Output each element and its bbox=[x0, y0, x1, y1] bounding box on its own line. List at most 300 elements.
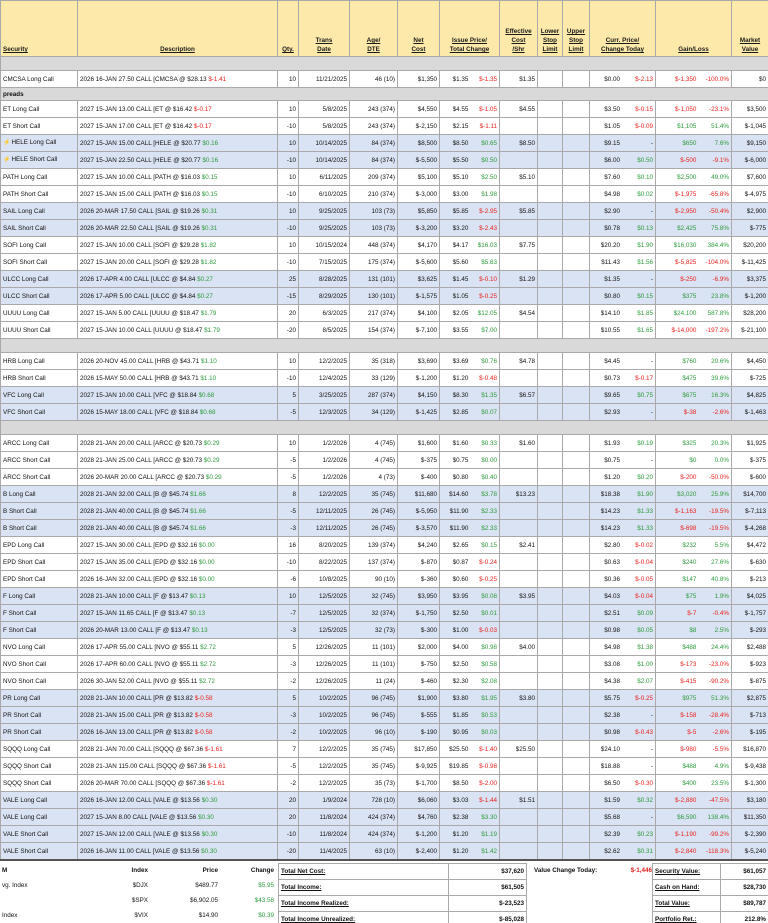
upper-stop-cell[interactable] bbox=[563, 220, 590, 237]
upper-stop-cell[interactable] bbox=[563, 435, 590, 452]
security-name: PATH Long Call bbox=[3, 173, 48, 181]
total-change: $0.07 bbox=[481, 408, 497, 416]
upper-stop-cell[interactable] bbox=[563, 707, 590, 724]
lower-stop-cell[interactable] bbox=[538, 843, 563, 860]
upper-stop-cell[interactable] bbox=[563, 690, 590, 707]
upper-stop-cell[interactable] bbox=[563, 469, 590, 486]
lower-stop-cell[interactable] bbox=[538, 135, 563, 152]
lower-stop-cell[interactable] bbox=[538, 452, 563, 469]
gain-loss-cell bbox=[656, 826, 732, 843]
lower-stop-cell[interactable] bbox=[538, 792, 563, 809]
security-name: B Long Call bbox=[3, 490, 36, 498]
lower-stop-cell[interactable] bbox=[538, 71, 563, 88]
curr-price-cell bbox=[590, 826, 656, 843]
gain-loss-cell bbox=[656, 305, 732, 322]
lower-stop-cell[interactable] bbox=[538, 588, 563, 605]
lower-stop-cell[interactable] bbox=[538, 353, 563, 370]
net-cost-cell: $-5,600 bbox=[398, 254, 440, 271]
position-row[interactable] bbox=[1, 254, 768, 271]
position-row[interactable] bbox=[1, 169, 768, 186]
qty-cell: -2 bbox=[278, 673, 299, 690]
upper-stop-cell[interactable] bbox=[563, 271, 590, 288]
position-row[interactable] bbox=[1, 656, 768, 673]
upper-stop-cell[interactable] bbox=[563, 169, 590, 186]
current-price: $0.98 bbox=[604, 728, 621, 736]
position-row[interactable] bbox=[1, 724, 768, 741]
index-price: $14.90 bbox=[198, 912, 218, 919]
upper-stop-cell[interactable] bbox=[563, 724, 590, 741]
effective-cost-cell bbox=[500, 520, 538, 537]
group-separator bbox=[1, 339, 768, 353]
security-cell bbox=[1, 588, 78, 605]
upper-stop-cell[interactable] bbox=[563, 135, 590, 152]
lower-stop-cell[interactable] bbox=[538, 537, 563, 554]
upper-stop-cell[interactable] bbox=[563, 152, 590, 169]
description-cell bbox=[78, 186, 278, 203]
underlying-change: $-0.58 bbox=[194, 728, 213, 736]
lower-stop-cell[interactable] bbox=[538, 288, 563, 305]
upper-stop-cell[interactable] bbox=[563, 826, 590, 843]
option-description: 2026 20-MAR 17.50 CALL [SAIL @ $19.26 bbox=[80, 207, 200, 215]
position-row[interactable] bbox=[1, 809, 768, 826]
position-row[interactable] bbox=[1, 387, 768, 404]
total-change: $2.50 bbox=[481, 173, 497, 181]
age-dte-cell: 137 (374) bbox=[350, 554, 398, 571]
position-row[interactable] bbox=[1, 101, 768, 118]
position-row[interactable] bbox=[1, 370, 768, 387]
issue-price-cell bbox=[440, 169, 500, 186]
security-cell bbox=[1, 452, 78, 469]
issue-price-cell bbox=[440, 605, 500, 622]
lower-stop-cell[interactable] bbox=[538, 639, 563, 656]
market-value-cell: $-923 bbox=[732, 656, 768, 673]
gain-loss-amount: $488 bbox=[682, 762, 697, 770]
lower-stop-cell[interactable] bbox=[538, 758, 563, 775]
upper-stop-cell[interactable] bbox=[563, 537, 590, 554]
gain-loss-percent: -23.0% bbox=[709, 660, 729, 668]
total-change: $-2.95 bbox=[479, 207, 497, 215]
issue-price: $1.05 bbox=[452, 292, 469, 300]
market-value-cell: $-11,425 bbox=[732, 254, 768, 271]
lower-stop-cell[interactable] bbox=[538, 254, 563, 271]
option-description: 2028 21-JAN 32.00 CALL [B @ $45.74 bbox=[80, 490, 189, 498]
position-row[interactable] bbox=[1, 639, 768, 656]
age-dte-cell: 4 (745) bbox=[350, 452, 398, 469]
curr-price-cell bbox=[590, 724, 656, 741]
option-description: 2026 17-APR 5.00 CALL [ULCC @ $4.84 bbox=[80, 292, 196, 300]
upper-stop-cell[interactable] bbox=[563, 656, 590, 673]
effective-cost-cell bbox=[500, 707, 538, 724]
lower-stop-cell[interactable] bbox=[538, 404, 563, 421]
lower-stop-cell[interactable] bbox=[538, 656, 563, 673]
security-name: ULCC Short Call bbox=[3, 292, 50, 300]
effective-cost-cell: $1.60 bbox=[500, 435, 538, 452]
gain-loss-amount: $2,500 bbox=[677, 173, 697, 181]
position-row[interactable] bbox=[1, 707, 768, 724]
qty-cell: -10 bbox=[278, 152, 299, 169]
gain-loss-cell bbox=[656, 169, 732, 186]
underlying-change: $0.27 bbox=[197, 275, 213, 283]
upper-stop-cell[interactable] bbox=[563, 775, 590, 792]
option-description: 2026 16-JAN 12.00 CALL [VALE @ $13.56 bbox=[80, 796, 200, 804]
total-change: $-0.10 bbox=[479, 275, 497, 283]
age-dte-cell: 96 (745) bbox=[350, 707, 398, 724]
summary-panel bbox=[0, 859, 768, 923]
lower-stop-cell[interactable] bbox=[538, 520, 563, 537]
gain-loss-cell bbox=[656, 622, 732, 639]
gain-loss-percent: -99.2% bbox=[709, 830, 729, 838]
option-description: 2026 16-JAN 13.00 CALL [PR @ $13.82 bbox=[80, 728, 193, 736]
lower-stop-cell[interactable] bbox=[538, 435, 563, 452]
upper-stop-cell[interactable] bbox=[563, 71, 590, 88]
lower-stop-cell[interactable] bbox=[538, 322, 563, 339]
upper-stop-cell[interactable] bbox=[563, 639, 590, 656]
upper-stop-cell[interactable] bbox=[563, 452, 590, 469]
upper-stop-cell[interactable] bbox=[563, 571, 590, 588]
position-row[interactable] bbox=[1, 503, 768, 520]
value-change-label: Value Change Today: bbox=[534, 867, 598, 874]
position-row[interactable] bbox=[1, 588, 768, 605]
trans-date-cell: 6/11/2025 bbox=[299, 169, 350, 186]
lower-stop-cell[interactable] bbox=[538, 826, 563, 843]
gain-loss-amount: $675 bbox=[682, 391, 697, 399]
lower-stop-cell[interactable] bbox=[538, 370, 563, 387]
upper-stop-cell[interactable] bbox=[563, 758, 590, 775]
option-description: 2027 15-JAN 13.00 CALL [ET @ $16.42 bbox=[80, 105, 193, 113]
lower-stop-cell[interactable] bbox=[538, 503, 563, 520]
qty-cell: -5 bbox=[278, 469, 299, 486]
market-value-cell: $4,825 bbox=[732, 387, 768, 404]
lower-stop-cell[interactable] bbox=[538, 724, 563, 741]
upper-stop-cell[interactable] bbox=[563, 622, 590, 639]
gain-loss-percent: 51.3% bbox=[711, 694, 729, 702]
position-row[interactable] bbox=[1, 554, 768, 571]
current-price: $14.23 bbox=[600, 524, 621, 532]
security-name: NVO Short Call bbox=[3, 660, 47, 668]
description-cell bbox=[78, 724, 278, 741]
lower-stop-cell[interactable] bbox=[538, 673, 563, 690]
effective-cost-cell bbox=[500, 186, 538, 203]
age-dte-cell: 32 (73) bbox=[350, 622, 398, 639]
position-row[interactable] bbox=[1, 741, 768, 758]
net-cost-cell: $-360 bbox=[398, 571, 440, 588]
upper-stop-cell[interactable] bbox=[563, 520, 590, 537]
option-description: 2028 21-JAN 70.00 CALL [SQQQ @ $67.36 bbox=[80, 745, 204, 753]
change-today: - bbox=[650, 275, 653, 283]
current-price: $4.38 bbox=[604, 677, 621, 685]
position-row[interactable] bbox=[1, 322, 768, 339]
upper-stop-cell[interactable] bbox=[563, 254, 590, 271]
issue-price: $2.50 bbox=[452, 660, 469, 668]
position-row[interactable] bbox=[1, 826, 768, 843]
gain-loss-amount: $-1,975 bbox=[674, 190, 697, 198]
option-description: 2026 20-MAR 13.00 CALL [F @ $13.47 bbox=[80, 626, 191, 634]
lower-stop-cell[interactable] bbox=[538, 152, 563, 169]
security-name: F Long Call bbox=[3, 592, 36, 600]
totals-value: $-85,028 bbox=[449, 912, 527, 923]
description-cell bbox=[78, 469, 278, 486]
upper-stop-cell[interactable] bbox=[563, 486, 590, 503]
gain-loss-cell bbox=[656, 690, 732, 707]
upper-stop-cell[interactable] bbox=[563, 322, 590, 339]
lower-stop-cell[interactable] bbox=[538, 809, 563, 826]
portfolio-row bbox=[653, 880, 768, 896]
upper-stop-cell[interactable] bbox=[563, 305, 590, 322]
underlying-change: $0.13 bbox=[189, 609, 206, 617]
position-row[interactable] bbox=[1, 792, 768, 809]
position-row[interactable] bbox=[1, 758, 768, 775]
position-row[interactable] bbox=[1, 775, 768, 792]
position-row[interactable] bbox=[1, 271, 768, 288]
gain-loss-cell bbox=[656, 843, 732, 860]
description-cell bbox=[78, 254, 278, 271]
lower-stop-cell[interactable] bbox=[538, 605, 563, 622]
upper-stop-cell[interactable] bbox=[563, 186, 590, 203]
upper-stop-cell[interactable] bbox=[563, 792, 590, 809]
lower-stop-cell[interactable] bbox=[538, 622, 563, 639]
position-row[interactable] bbox=[1, 435, 768, 452]
trans-date-cell: 12/3/2025 bbox=[299, 404, 350, 421]
security-name: UUUU Long Call bbox=[3, 309, 50, 317]
lower-stop-cell[interactable] bbox=[538, 101, 563, 118]
option-description: 2027 15-JAN 15.00 CALL [HELE @ $20.77 bbox=[80, 139, 201, 147]
change-today: - bbox=[650, 745, 653, 753]
trans-date-cell: 8/5/2025 bbox=[299, 322, 350, 339]
upper-stop-cell[interactable] bbox=[563, 843, 590, 860]
underlying-change: $0.15 bbox=[201, 173, 218, 181]
age-dte-cell: 35 (318) bbox=[350, 353, 398, 370]
position-row[interactable] bbox=[1, 203, 768, 220]
group-separator bbox=[1, 421, 768, 435]
trans-date-cell: 10/2/2025 bbox=[299, 707, 350, 724]
effective-cost-cell bbox=[500, 622, 538, 639]
underlying-change: $2.72 bbox=[200, 660, 216, 668]
upper-stop-cell[interactable] bbox=[563, 387, 590, 404]
position-row[interactable] bbox=[1, 353, 768, 370]
market-value-cell: $9,150 bbox=[732, 135, 768, 152]
gain-loss-percent: 23.8% bbox=[711, 292, 729, 300]
issue-price: $5.10 bbox=[452, 173, 469, 181]
gain-loss-cell bbox=[656, 135, 732, 152]
change-today: $1.33 bbox=[637, 507, 653, 515]
upper-stop-cell[interactable] bbox=[563, 588, 590, 605]
market-value-cell: $-1,463 bbox=[732, 404, 768, 421]
position-row[interactable] bbox=[1, 673, 768, 690]
lower-stop-cell[interactable] bbox=[538, 571, 563, 588]
issue-price: $0.87 bbox=[452, 558, 469, 566]
option-description: 2026 16-JAN 11.00 CALL [VALE @ $13.56 bbox=[80, 847, 200, 855]
effective-cost-cell: $4.00 bbox=[500, 639, 538, 656]
upper-stop-cell[interactable] bbox=[563, 741, 590, 758]
totals-label: Total Net Cost: bbox=[279, 864, 449, 880]
upper-stop-cell[interactable] bbox=[563, 503, 590, 520]
security-name: SAIL Short Call bbox=[3, 224, 46, 232]
current-price: $0.36 bbox=[604, 575, 621, 583]
gain-loss-amount: $-1,190 bbox=[674, 830, 697, 838]
market-value-cell: $-21,100 bbox=[732, 322, 768, 339]
issue-price: $1.20 bbox=[452, 374, 469, 382]
lower-stop-cell[interactable] bbox=[538, 237, 563, 254]
security-name: ULCC Long Call bbox=[3, 275, 49, 283]
qty-cell: -20 bbox=[278, 322, 299, 339]
option-description: 2027 15-JAN 8.00 CALL [VALE @ $13.56 bbox=[80, 813, 197, 821]
lower-stop-cell[interactable] bbox=[538, 186, 563, 203]
market-value-cell: $3,375 bbox=[732, 271, 768, 288]
lower-stop-cell[interactable] bbox=[538, 486, 563, 503]
position-row[interactable] bbox=[1, 843, 768, 860]
issue-price-cell bbox=[440, 622, 500, 639]
position-row[interactable] bbox=[1, 237, 768, 254]
lower-stop-cell[interactable] bbox=[538, 707, 563, 724]
age-dte-cell: 35 (745) bbox=[350, 741, 398, 758]
qty-cell: 10 bbox=[278, 588, 299, 605]
security-cell bbox=[1, 387, 78, 404]
description-cell bbox=[78, 435, 278, 452]
lower-stop-cell[interactable] bbox=[538, 305, 563, 322]
upper-stop-cell[interactable] bbox=[563, 353, 590, 370]
age-dte-cell: 103 (73) bbox=[350, 203, 398, 220]
portfolio-label: Portfolio Ret.: bbox=[653, 912, 721, 923]
option-description: 2028 21-JAN 115.00 CALL [SQQQ @ $67.36 bbox=[80, 762, 207, 770]
effective-cost-cell: $13.23 bbox=[500, 486, 538, 503]
lower-stop-cell[interactable] bbox=[538, 118, 563, 135]
curr-price-cell bbox=[590, 792, 656, 809]
curr-price-cell bbox=[590, 404, 656, 421]
lower-stop-cell[interactable] bbox=[538, 469, 563, 486]
position-row[interactable] bbox=[1, 571, 768, 588]
lower-stop-cell[interactable] bbox=[538, 690, 563, 707]
issue-price: $2.85 bbox=[452, 408, 469, 416]
effective-cost-cell: $5.10 bbox=[500, 169, 538, 186]
upper-stop-cell[interactable] bbox=[563, 237, 590, 254]
trans-date-cell: 5/8/2025 bbox=[299, 118, 350, 135]
total-change: $2.33 bbox=[481, 524, 497, 532]
curr-price-cell bbox=[590, 237, 656, 254]
qty-cell: -3 bbox=[278, 622, 299, 639]
current-price: $4.03 bbox=[604, 592, 621, 600]
position-row[interactable] bbox=[1, 288, 768, 305]
underlying-change: $1.79 bbox=[200, 309, 217, 317]
position-row[interactable] bbox=[1, 469, 768, 486]
lower-stop-cell[interactable] bbox=[538, 271, 563, 288]
market-value-cell: $-293 bbox=[732, 622, 768, 639]
position-row[interactable] bbox=[1, 452, 768, 469]
effective-cost-cell bbox=[500, 469, 538, 486]
net-cost-cell: $5,850 bbox=[398, 203, 440, 220]
issue-price-cell bbox=[440, 305, 500, 322]
age-dte-cell: 210 (374) bbox=[350, 186, 398, 203]
curr-price-cell bbox=[590, 554, 656, 571]
upper-stop-cell[interactable] bbox=[563, 809, 590, 826]
position-row[interactable] bbox=[1, 486, 768, 503]
option-description: 2028 21-JAN 20.00 CALL [ARCC @ $20.73 bbox=[80, 439, 203, 447]
net-cost-cell: $-2,150 bbox=[398, 118, 440, 135]
gain-loss-cell bbox=[656, 370, 732, 387]
security-cell bbox=[1, 724, 78, 741]
description-cell bbox=[78, 101, 278, 118]
lower-stop-cell[interactable] bbox=[538, 741, 563, 758]
upper-stop-cell[interactable] bbox=[563, 288, 590, 305]
security-cell bbox=[1, 537, 78, 554]
trans-date-cell: 12/4/2025 bbox=[299, 370, 350, 387]
upper-stop-cell[interactable] bbox=[563, 370, 590, 387]
upper-stop-cell[interactable] bbox=[563, 118, 590, 135]
position-row[interactable] bbox=[1, 135, 768, 152]
qty-cell: 10 bbox=[278, 203, 299, 220]
gain-loss-amount: $75 bbox=[685, 592, 697, 600]
upper-stop-cell[interactable] bbox=[563, 203, 590, 220]
market-value-cell: $14,700 bbox=[732, 486, 768, 503]
lower-stop-cell[interactable] bbox=[538, 554, 563, 571]
security-name: SOFI Short Call bbox=[3, 258, 48, 266]
position-row[interactable] bbox=[1, 118, 768, 135]
issue-price: $14.60 bbox=[449, 490, 469, 498]
security-name: CMCSA Long Call bbox=[3, 75, 54, 83]
lower-stop-cell[interactable] bbox=[538, 169, 563, 186]
index-header-index: Index bbox=[131, 867, 148, 874]
position-row[interactable] bbox=[1, 220, 768, 237]
position-row[interactable] bbox=[1, 622, 768, 639]
issue-price: $3.80 bbox=[452, 694, 469, 702]
gain-loss-percent: 587.8% bbox=[707, 309, 729, 317]
curr-price-cell bbox=[590, 605, 656, 622]
trans-date-cell: 12/5/2025 bbox=[299, 588, 350, 605]
upper-stop-cell[interactable] bbox=[563, 404, 590, 421]
header-label: Trans Date bbox=[315, 37, 333, 53]
section-header bbox=[1, 88, 768, 101]
market-value-cell: $-7,113 bbox=[732, 503, 768, 520]
upper-stop-cell[interactable] bbox=[563, 101, 590, 118]
total-change: $0.00 bbox=[481, 456, 497, 464]
lower-stop-cell[interactable] bbox=[538, 220, 563, 237]
gain-loss-percent: -104.0% bbox=[705, 258, 729, 266]
description-cell bbox=[78, 656, 278, 673]
index-header-row bbox=[0, 863, 276, 878]
underlying-change: $0.29 bbox=[203, 456, 220, 464]
curr-price-cell bbox=[590, 469, 656, 486]
lower-stop-cell[interactable] bbox=[538, 387, 563, 404]
underlying-change: $1.79 bbox=[204, 326, 220, 334]
underlying-change: $0.68 bbox=[199, 408, 216, 416]
position-row[interactable] bbox=[1, 537, 768, 554]
change-today: $1.65 bbox=[637, 326, 653, 334]
security-name: HRB Short Call bbox=[3, 374, 46, 382]
position-row[interactable] bbox=[1, 71, 768, 88]
upper-stop-cell[interactable] bbox=[563, 673, 590, 690]
position-row[interactable] bbox=[1, 404, 768, 421]
gain-loss-cell bbox=[656, 537, 732, 554]
position-row[interactable] bbox=[1, 520, 768, 537]
position-row[interactable] bbox=[1, 152, 768, 169]
upper-stop-cell[interactable] bbox=[563, 605, 590, 622]
position-row[interactable] bbox=[1, 690, 768, 707]
gain-loss-percent: 0.0% bbox=[714, 456, 729, 464]
position-row[interactable] bbox=[1, 305, 768, 322]
position-row[interactable] bbox=[1, 605, 768, 622]
security-cell bbox=[1, 101, 78, 118]
underlying-change: $0.29 bbox=[205, 473, 222, 481]
position-row[interactable] bbox=[1, 186, 768, 203]
lower-stop-cell[interactable] bbox=[538, 203, 563, 220]
change-today: $-0.02 bbox=[635, 541, 653, 549]
portfolio-value: $28,730 bbox=[721, 880, 768, 896]
lower-stop-cell[interactable] bbox=[538, 775, 563, 792]
upper-stop-cell[interactable] bbox=[563, 554, 590, 571]
description-cell bbox=[78, 537, 278, 554]
gain-loss-cell bbox=[656, 353, 732, 370]
security-cell bbox=[1, 271, 78, 288]
change-today: $0.02 bbox=[637, 190, 653, 198]
